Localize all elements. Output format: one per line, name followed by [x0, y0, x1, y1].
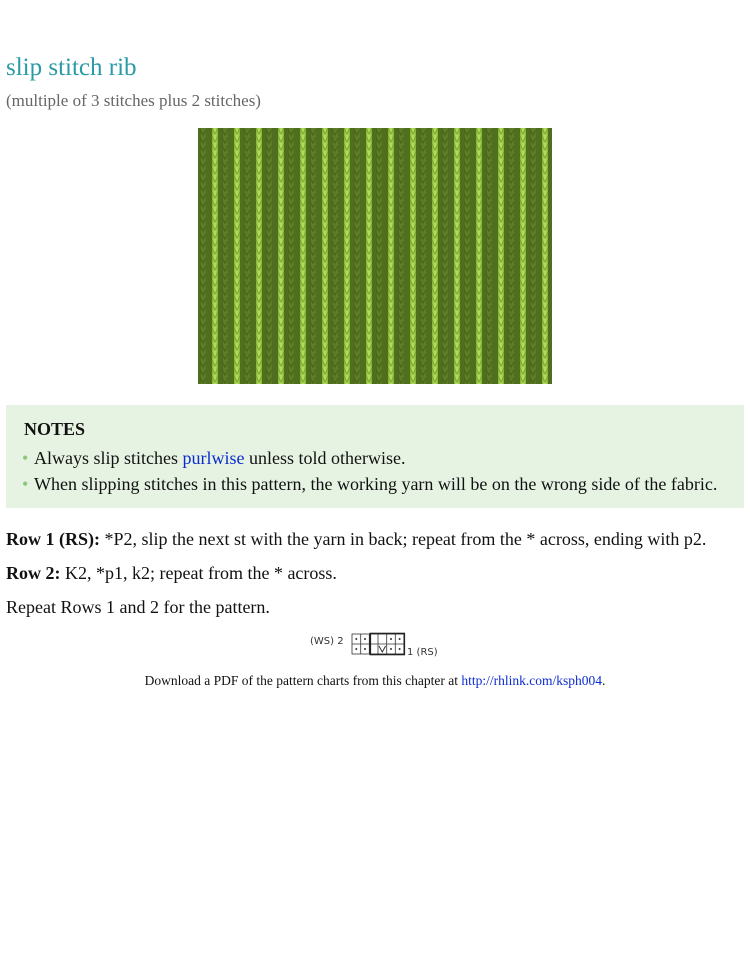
row-label: Row 2: [6, 563, 61, 583]
download-text: Download a PDF of the pattern charts from this chapter at [144, 673, 462, 688]
row-1-instruction [6, 529, 706, 550]
notes-box [6, 405, 744, 508]
download-suffix: . [602, 673, 606, 688]
notes-list [22, 445, 717, 497]
note-text: Always slip stitches [34, 448, 183, 468]
note-text: When slipping stitches in this pattern, the working yarn will be on the wrong side of the fabric. [34, 474, 718, 494]
stitch-chart [308, 630, 444, 660]
chart-ws-label: (WS) 2 [310, 636, 344, 647]
notes-heading: NOTES [24, 419, 86, 439]
bullet-icon: • [22, 448, 29, 468]
note-text: unless told otherwise. [244, 448, 406, 468]
list-item [22, 445, 717, 471]
stitch-multiple: (multiple of 3 stitches plus 2 stitches) [6, 91, 261, 110]
row-2-instruction [6, 563, 337, 584]
row-label: Row 1 (RS): [6, 529, 100, 549]
page-title: slip stitch rib [6, 54, 137, 81]
purlwise-link[interactable]: purlwise [182, 448, 245, 468]
row-text: K2, *p1, k2; repeat from the * across. [60, 563, 337, 583]
chart-rs-label: 1 (RS) [407, 647, 438, 658]
knit-swatch-image [198, 128, 552, 384]
download-note [0, 673, 750, 689]
repeat-instruction: Repeat Rows 1 and 2 for the pattern. [6, 597, 270, 617]
list-item [22, 471, 717, 497]
chart-pdf-link[interactable]: http://rhlink.com/ksph004 [461, 673, 603, 688]
bullet-icon: • [22, 474, 29, 494]
row-text: *P2, slip the next st with the yarn in back; repeat from the * across, ending with p2. [100, 529, 707, 549]
